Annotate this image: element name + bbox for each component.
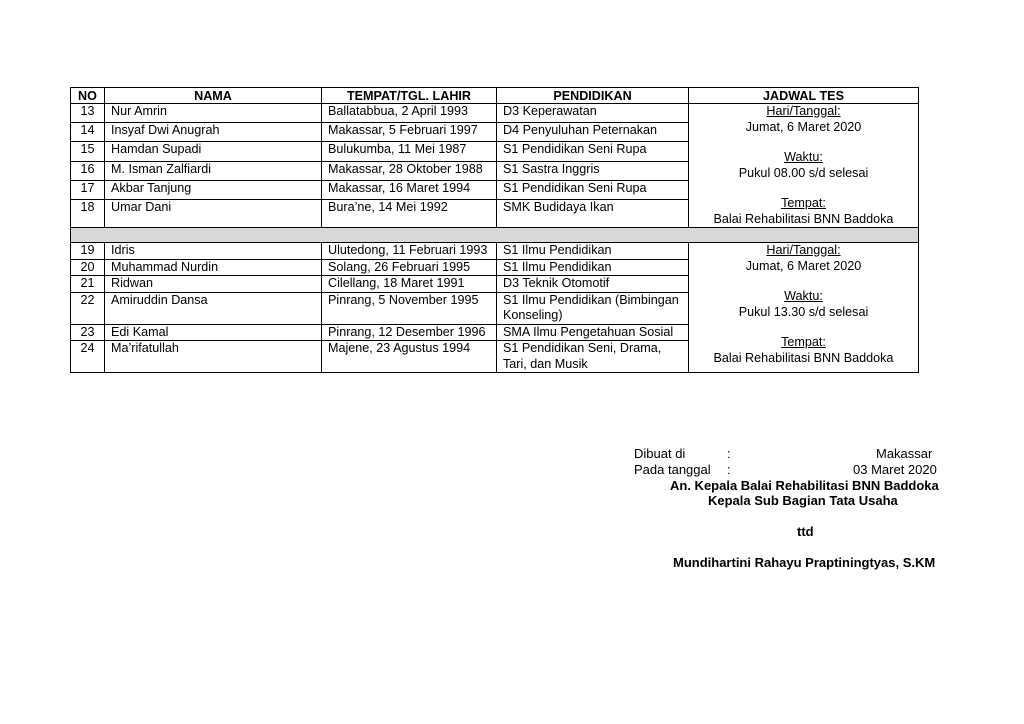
row-nama: Insyaf Dwi Anugrah xyxy=(105,123,322,142)
row-pendidikan: D3 Keperawatan xyxy=(497,104,689,123)
made-in-label: Dibuat di xyxy=(634,446,686,461)
row-ttl: Ballatabbua, 2 April 1993 xyxy=(322,104,497,123)
schedule-place xyxy=(695,335,912,366)
row-ttl: Bura’ne, 14 Mei 1992 xyxy=(322,200,497,228)
separator-cell xyxy=(71,228,919,243)
header-ttl: TEMPAT/TGL. LAHIR xyxy=(322,88,497,104)
row-pendidikan: S1 Pendidikan Seni Rupa xyxy=(497,142,689,161)
signatory-title-1: An. Kepala Balai Rehabilitasi BNN Baddoka xyxy=(670,478,939,493)
schedule-time-value: Pukul 13.30 s/d selesai xyxy=(738,304,869,319)
row-no: 15 xyxy=(71,142,105,161)
table-row xyxy=(71,104,919,123)
schedule-time-label: Waktu: xyxy=(784,289,823,303)
row-pendidikan: S1 Ilmu Pendidikan (Bimbingan Konseling) xyxy=(497,292,689,324)
row-pendidikan: SMK Budidaya Ikan xyxy=(497,200,689,228)
signatory-title-2: Kepala Sub Bagian Tata Usaha xyxy=(708,493,898,508)
schedule-cell-1 xyxy=(689,104,919,228)
table-row xyxy=(71,243,919,260)
row-ttl: Ulutedong, 11 Februari 1993 xyxy=(322,243,497,260)
row-pendidikan: S1 Ilmu Pendidikan xyxy=(497,259,689,276)
row-pendidikan: D3 Teknik Otomotif xyxy=(497,276,689,293)
header-pendidikan: PENDIDIKAN xyxy=(497,88,689,104)
schedule-place-label: Tempat: xyxy=(781,196,826,210)
row-pendidikan: D4 Penyuluhan Peternakan xyxy=(497,123,689,142)
signed-mark: ttd xyxy=(797,524,814,539)
table-header-row xyxy=(71,88,919,104)
schedule-place xyxy=(695,196,912,227)
schedule-date-label: Hari/Tanggal: xyxy=(766,104,841,118)
row-no: 17 xyxy=(71,180,105,199)
schedule-date-value: Jumat, 6 Maret 2020 xyxy=(745,119,862,134)
schedule-place-label: Tempat: xyxy=(781,335,826,349)
row-no: 23 xyxy=(71,324,105,341)
row-ttl: Makassar, 28 Oktober 1988 xyxy=(322,161,497,180)
schedule-date xyxy=(695,243,912,274)
schedule-cell-2 xyxy=(689,243,919,373)
header-nama: NAMA xyxy=(105,88,322,104)
row-nama: M. Isman Zalfiardi xyxy=(105,161,322,180)
schedule-time-value: Pukul 08.00 s/d selesai xyxy=(738,165,869,180)
row-nama: Ridwan xyxy=(105,276,322,293)
row-ttl: Pinrang, 12 Desember 1996 xyxy=(322,324,497,341)
row-nama: Hamdan Supadi xyxy=(105,142,322,161)
schedule-date xyxy=(695,104,912,135)
schedule-time-label: Waktu: xyxy=(784,150,823,164)
row-nama: Akbar Tanjung xyxy=(105,180,322,199)
row-nama: Idris xyxy=(105,243,322,260)
row-nama: Edi Kamal xyxy=(105,324,322,341)
made-in-colon: : xyxy=(727,446,731,461)
row-no: 14 xyxy=(71,123,105,142)
date-colon: : xyxy=(727,462,731,477)
row-ttl: Cilellang, 18 Maret 1991 xyxy=(322,276,497,293)
row-no: 18 xyxy=(71,200,105,228)
row-ttl: Solang, 26 Februari 1995 xyxy=(322,259,497,276)
signatory-name: Mundihartini Rahayu Praptiningtyas, S.KM xyxy=(673,555,936,570)
row-nama: Ma’rifatullah xyxy=(105,341,322,373)
row-no: 16 xyxy=(71,161,105,180)
row-no: 13 xyxy=(71,104,105,123)
made-in-value: Makassar xyxy=(876,446,933,461)
schedule-date-label: Hari/Tanggal: xyxy=(766,243,841,257)
schedule-place-value: Balai Rehabilitasi BNN Baddoka xyxy=(713,350,894,365)
row-pendidikan: S1 Pendidikan Seni Rupa xyxy=(497,180,689,199)
date-value: 03 Maret 2020 xyxy=(853,462,937,477)
row-ttl: Majene, 23 Agustus 1994 xyxy=(322,341,497,373)
date-label: Pada tanggal xyxy=(634,462,711,477)
header-no: NO xyxy=(71,88,105,104)
row-no: 22 xyxy=(71,292,105,324)
schedule-place-value: Balai Rehabilitasi BNN Baddoka xyxy=(713,211,894,226)
row-no: 20 xyxy=(71,259,105,276)
row-pendidikan: SMA Ilmu Pengetahuan Sosial xyxy=(497,324,689,341)
row-pendidikan: S1 Sastra Inggris xyxy=(497,161,689,180)
row-ttl: Bulukumba, 11 Mei 1987 xyxy=(322,142,497,161)
schedule-time xyxy=(695,289,912,320)
row-nama: Muhammad Nurdin xyxy=(105,259,322,276)
row-ttl: Makassar, 5 Februari 1997 xyxy=(322,123,497,142)
row-ttl: Makassar, 16 Maret 1994 xyxy=(322,180,497,199)
row-pendidikan: S1 Pendidikan Seni, Drama, Tari, dan Musik xyxy=(497,341,689,373)
header-jadwal: JADWAL TES xyxy=(689,88,919,104)
row-no: 21 xyxy=(71,276,105,293)
schedule-date-value: Jumat, 6 Maret 2020 xyxy=(745,258,862,273)
row-ttl: Pinrang, 5 November 1995 xyxy=(322,292,497,324)
row-nama: Amiruddin Dansa xyxy=(105,292,322,324)
row-no: 19 xyxy=(71,243,105,260)
row-nama: Nur Amrin xyxy=(105,104,322,123)
group-separator-row xyxy=(71,228,919,243)
schedule-time xyxy=(695,150,912,181)
row-pendidikan: S1 Ilmu Pendidikan xyxy=(497,243,689,260)
participant-table xyxy=(70,87,919,373)
row-no: 24 xyxy=(71,341,105,373)
row-nama: Umar Dani xyxy=(105,200,322,228)
